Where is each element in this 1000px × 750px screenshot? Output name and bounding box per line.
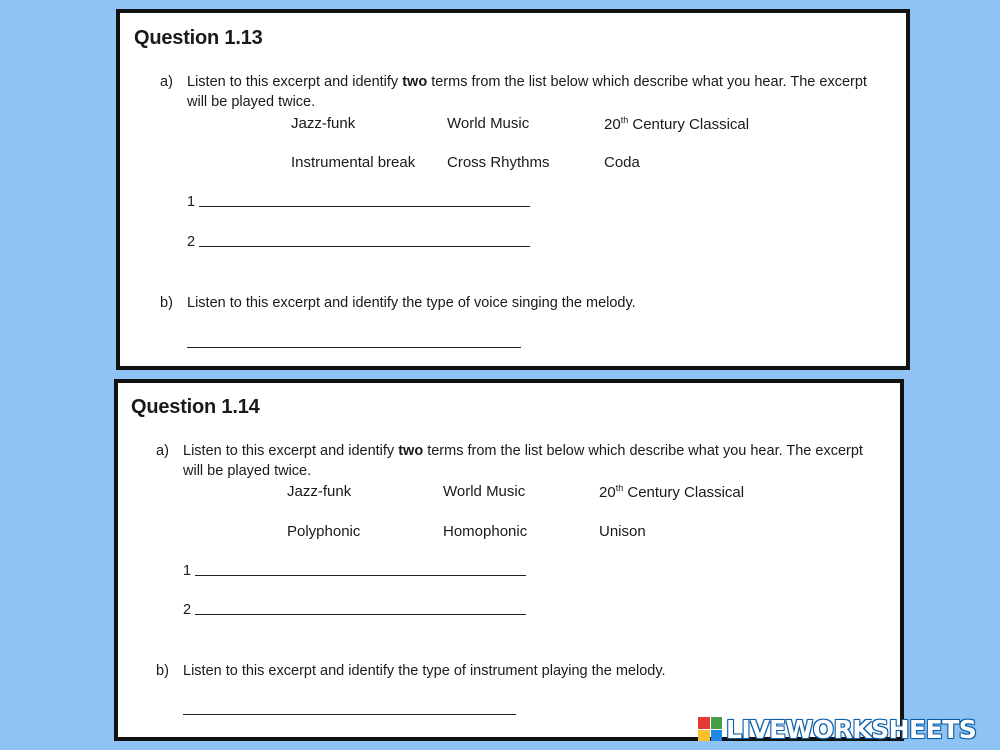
term-option: World Music [443,483,526,500]
blank-line[interactable] [195,574,526,576]
part-a [156,441,896,483]
term-option: 20th Century Classical [604,115,750,133]
logo-square [698,717,710,729]
term-option: Jazz-funk [287,483,352,500]
part-a-letter: a) [156,443,169,459]
question-card-1-14 [114,379,904,741]
term-option: 20th Century Classical [599,483,745,501]
logo-square [698,730,710,742]
instructions-bold: two [402,74,428,90]
answer-blank-2[interactable] [183,602,526,618]
term-option: Coda [604,154,640,171]
term-option: World Music [447,115,530,132]
part-a-letter: a) [160,74,173,90]
term-option: Polyphonic [287,523,361,540]
part-a-instructions [187,72,887,112]
part-b [160,293,900,315]
part-b-letter: b) [156,663,169,679]
part-b-letter: b) [160,295,173,311]
logo-mark-icon [698,717,722,741]
term-option: Homophonic [443,523,528,540]
blank-line[interactable] [195,613,526,615]
blank-number: 1 [183,563,192,579]
blank-line[interactable] [199,205,530,207]
liveworksheets-logo [698,714,976,744]
term-option: Jazz-funk [291,115,356,132]
part-b-instructions: Listen to this excerpt and identify the type of voice singing the melody. [187,295,636,311]
answer-blank-1[interactable] [187,194,530,210]
logo-text: LIVEWORKSHEETS [726,714,977,744]
instructions-text: Listen to this excerpt and identify [183,443,399,459]
question-title: Question 1.14 [131,396,260,418]
term-option: Unison [599,523,646,540]
part-b-instructions: Listen to this excerpt and identify the type of instrument playing the melody. [183,663,666,679]
answer-blank-1[interactable] [183,563,526,579]
answer-line-b[interactable] [187,347,521,348]
instructions-text: terms from the list below which describe what you hear. The excerpt will be played twice. [183,443,863,479]
instructions-text: terms from the list below which describe what you hear. The excerpt will be played twice. [187,74,867,110]
logo-square [711,717,723,729]
instructions-text: Listen to this excerpt and identify [187,74,403,90]
blank-number: 1 [187,194,196,210]
question-card-1-13 [116,9,910,370]
blank-number: 2 [187,234,196,250]
term-option: Cross Rhythms [447,154,550,171]
part-b [156,661,896,683]
answer-line-b[interactable] [183,714,516,715]
question-title: Question 1.13 [134,27,263,49]
term-option: Instrumental break [291,154,416,171]
blank-number: 2 [183,602,192,618]
part-a [160,72,900,114]
part-a-instructions [183,441,883,481]
answer-blank-2[interactable] [187,234,530,250]
instructions-bold: two [398,443,424,459]
logo-square [711,730,723,742]
blank-line[interactable] [199,245,530,247]
